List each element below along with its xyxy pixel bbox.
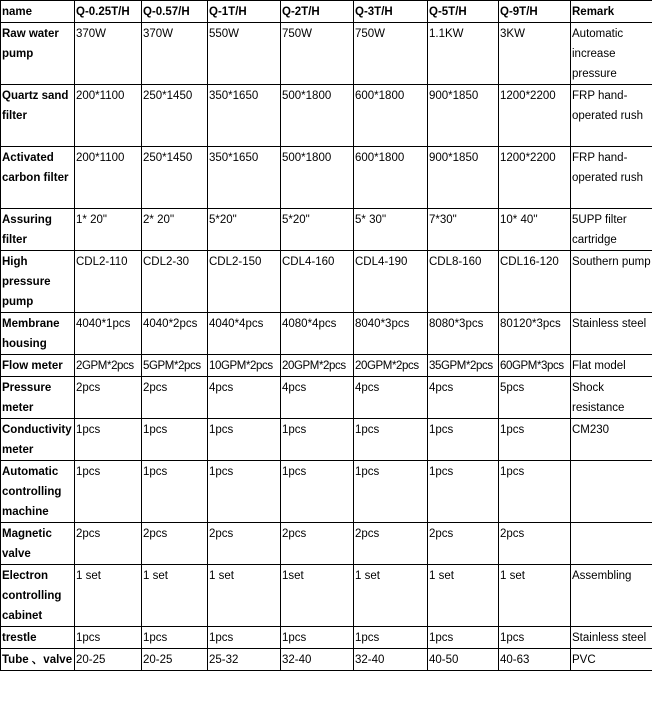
row-name-cell: Electron controlling cabinet [1, 565, 75, 627]
spec-value-cell: 4pcs [428, 377, 499, 419]
spec-value-cell: 500*1800 [281, 147, 354, 209]
spec-value-cell: 1pcs [208, 419, 281, 461]
spec-value-cell: 20GPM*2pcs [281, 355, 354, 377]
spec-value-cell: 250*1450 [142, 85, 208, 147]
spec-value-cell: 2pcs [142, 377, 208, 419]
spec-value-cell: 1pcs [75, 461, 142, 523]
remark-cell: Stainless steel [571, 627, 652, 649]
spec-value-cell: 500*1800 [281, 85, 354, 147]
table-row [1, 85, 652, 147]
remark-cell: Stainless steel [571, 313, 652, 355]
spec-value-cell: 370W [142, 23, 208, 85]
spec-value-cell: 1* 20" [75, 209, 142, 251]
row-name-cell: Assuring filter [1, 209, 75, 251]
spec-value-cell: 1 set [75, 565, 142, 627]
remark-cell: 5UPP filter cartridge [571, 209, 652, 251]
table-row [1, 251, 652, 313]
remark-cell: Assembling [571, 565, 652, 627]
spec-value-cell: 600*1800 [354, 147, 428, 209]
spec-value-cell: 4pcs [208, 377, 281, 419]
header-cell-q5: Q-5T/H [428, 1, 499, 23]
spec-value-cell: 1pcs [428, 627, 499, 649]
spec-value-cell: 1pcs [281, 461, 354, 523]
spec-value-cell: 1pcs [354, 627, 428, 649]
table-row [1, 23, 652, 85]
spec-value-cell: 2pcs [281, 523, 354, 565]
remark-cell: Flat model [571, 355, 652, 377]
table-row [1, 523, 652, 565]
spec-value-cell: 750W [281, 23, 354, 85]
remark-cell: PVC [571, 649, 652, 671]
spec-value-cell: 1 set [499, 565, 571, 627]
spec-value-cell: 900*1850 [428, 85, 499, 147]
spec-value-cell: CDL8-160 [428, 251, 499, 313]
spec-value-cell: 2pcs [75, 377, 142, 419]
spec-value-cell: 40-50 [428, 649, 499, 671]
spec-value-cell: 2pcs [354, 523, 428, 565]
spec-value-cell: 370W [75, 23, 142, 85]
row-name-cell: High pressure pump [1, 251, 75, 313]
remark-cell: FRP hand-operated rush [571, 85, 652, 147]
remark-cell: Automatic increase pressure [571, 23, 652, 85]
spec-value-cell: 2* 20'' [142, 209, 208, 251]
spec-value-cell: 7*30" [428, 209, 499, 251]
spec-value-cell: 2pcs [75, 523, 142, 565]
remark-cell: Southern pump [571, 251, 652, 313]
spec-value-cell: 32-40 [354, 649, 428, 671]
spec-value-cell: 1 set [208, 565, 281, 627]
spec-value-cell: CDL4-160 [281, 251, 354, 313]
spec-value-cell: 1 set [428, 565, 499, 627]
table-row [1, 627, 652, 649]
spec-value-cell: 1 set [354, 565, 428, 627]
remark-cell: Shock resistance [571, 377, 652, 419]
spec-value-cell: 1pcs [142, 419, 208, 461]
spec-value-cell: 5*20" [281, 209, 354, 251]
remark-cell [571, 461, 652, 523]
spec-value-cell: 1200*2200 [499, 85, 571, 147]
spec-value-cell: 4pcs [281, 377, 354, 419]
row-name-cell: Activated carbon filter [1, 147, 75, 209]
spec-value-cell: 200*1100 [75, 147, 142, 209]
spec-value-cell: CDL2-150 [208, 251, 281, 313]
row-name-cell: trestle [1, 627, 75, 649]
spec-value-cell: 1.1KW [428, 23, 499, 85]
spec-value-cell: 4040*4pcs [208, 313, 281, 355]
header-cell-q1: Q-1T/H [208, 1, 281, 23]
spec-value-cell: 2pcs [142, 523, 208, 565]
spec-value-cell: 1pcs [354, 419, 428, 461]
header-row [1, 1, 652, 23]
spec-value-cell: 32-40 [281, 649, 354, 671]
spec-value-cell: 350*1650 [208, 147, 281, 209]
spec-value-cell: 20-25 [75, 649, 142, 671]
spec-value-cell: 4pcs [354, 377, 428, 419]
spec-value-cell: 4040*1pcs [75, 313, 142, 355]
spec-value-cell: 1 set [142, 565, 208, 627]
table-row [1, 419, 652, 461]
spec-value-cell: 1pcs [499, 627, 571, 649]
spec-value-cell: 2pcs [499, 523, 571, 565]
row-name-cell: Tube 、valve [1, 649, 75, 671]
spec-value-cell: 1pcs [428, 419, 499, 461]
row-name-cell: Flow meter [1, 355, 75, 377]
table-row [1, 649, 652, 671]
row-name-cell: Conductivity meter [1, 419, 75, 461]
spec-value-cell: 1pcs [208, 627, 281, 649]
table-row [1, 377, 652, 419]
table-row [1, 313, 652, 355]
spec-value-cell: 1pcs [75, 419, 142, 461]
spec-value-cell: 200*1100 [75, 85, 142, 147]
spec-value-cell: 1set [281, 565, 354, 627]
spec-value-cell: 2GPM*2pcs [75, 355, 142, 377]
row-name-cell: Quartz sand filter [1, 85, 75, 147]
remark-cell: FRP hand-operated rush [571, 147, 652, 209]
header-cell-name: name [1, 1, 75, 23]
spec-value-cell: 4080*4pcs [281, 313, 354, 355]
spec-value-cell: 1pcs [142, 461, 208, 523]
remark-cell [571, 523, 652, 565]
spec-value-cell: 250*1450 [142, 147, 208, 209]
spec-value-cell: 1pcs [499, 419, 571, 461]
table-row [1, 209, 652, 251]
spec-value-cell: 5GPM*2pcs [142, 355, 208, 377]
row-name-cell: Pressure meter [1, 377, 75, 419]
spec-value-cell: 8080*3pcs [428, 313, 499, 355]
row-name-cell: Automatic controlling machine [1, 461, 75, 523]
spec-value-cell: 1pcs [281, 419, 354, 461]
spec-value-cell: 8040*3pcs [354, 313, 428, 355]
remark-cell: CM230 [571, 419, 652, 461]
spec-value-cell: 10* 40'' [499, 209, 571, 251]
spec-value-cell: 1pcs [499, 461, 571, 523]
spec-value-cell: CDL16-120 [499, 251, 571, 313]
header-cell-q025: Q-0.25T/H [75, 1, 142, 23]
spec-value-cell: 35GPM*2pcs [428, 355, 499, 377]
spec-value-cell: 4040*2pcs [142, 313, 208, 355]
spec-value-cell: 20-25 [142, 649, 208, 671]
spec-value-cell: 1pcs [354, 461, 428, 523]
spec-value-cell: 20GPM*2pcs [354, 355, 428, 377]
spec-value-cell: 1pcs [281, 627, 354, 649]
table-row [1, 461, 652, 523]
table-row [1, 565, 652, 627]
spec-value-cell: 750W [354, 23, 428, 85]
spec-value-cell: 25-32 [208, 649, 281, 671]
table-row [1, 355, 652, 377]
spec-value-cell: 550W [208, 23, 281, 85]
spec-value-cell: 5*20" [208, 209, 281, 251]
spec-value-cell: 10GPM*2pcs [208, 355, 281, 377]
spec-value-cell: 1pcs [428, 461, 499, 523]
spec-value-cell: 1pcs [142, 627, 208, 649]
spec-value-cell: 1200*2200 [499, 147, 571, 209]
spec-value-cell: 900*1850 [428, 147, 499, 209]
spec-value-cell: 1pcs [208, 461, 281, 523]
spec-value-cell: 600*1800 [354, 85, 428, 147]
row-name-cell: Raw water pump [1, 23, 75, 85]
spec-value-cell: CDL2-110 [75, 251, 142, 313]
spec-value-cell: CDL4-190 [354, 251, 428, 313]
spec-value-cell: 5pcs [499, 377, 571, 419]
spec-value-cell: CDL2-30 [142, 251, 208, 313]
table-row [1, 147, 652, 209]
header-cell-remark: Remark [571, 1, 652, 23]
spec-value-cell: 2pcs [208, 523, 281, 565]
spec-value-cell: 350*1650 [208, 85, 281, 147]
header-cell-q057: Q-0.57/H [142, 1, 208, 23]
header-cell-q3: Q-3T/H [354, 1, 428, 23]
spec-value-cell: 2pcs [428, 523, 499, 565]
spec-value-cell: 40-63 [499, 649, 571, 671]
row-name-cell: Membrane housing [1, 313, 75, 355]
spec-value-cell: 80120*3pcs [499, 313, 571, 355]
header-cell-q9: Q-9T/H [499, 1, 571, 23]
spec-value-cell: 60GPM*3pcs [499, 355, 571, 377]
row-name-cell: Magnetic valve [1, 523, 75, 565]
spec-value-cell: 1pcs [75, 627, 142, 649]
header-cell-q2: Q-2T/H [281, 1, 354, 23]
spec-value-cell: 3KW [499, 23, 571, 85]
spec-value-cell: 5* 30'' [354, 209, 428, 251]
